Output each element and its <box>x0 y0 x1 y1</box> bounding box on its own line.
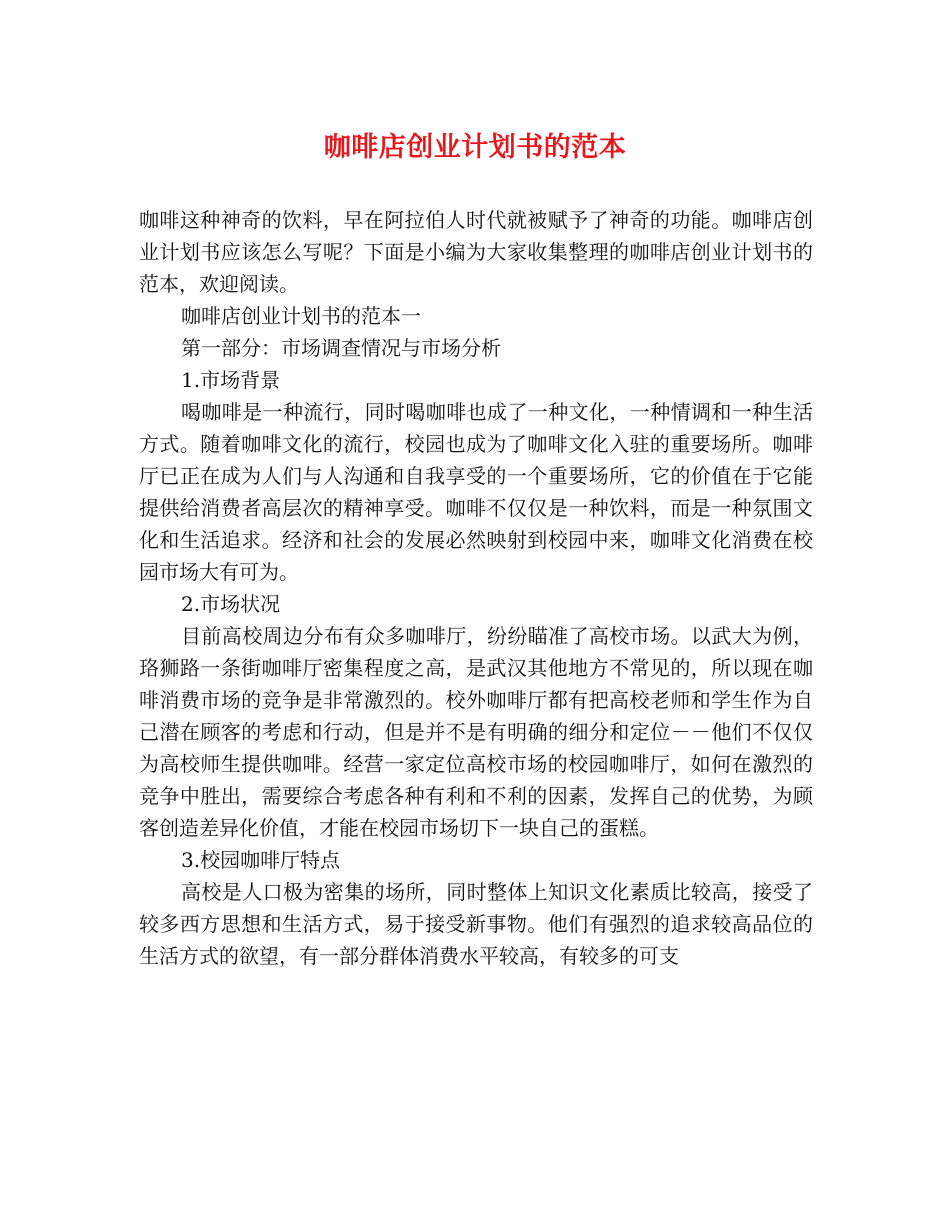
paragraph-heading-campus-cafe: 3.校园咖啡厅特点 <box>181 848 341 872</box>
paragraph-section-heading: 咖啡店创业计划书的范本一 <box>181 304 421 328</box>
document-body <box>139 204 813 972</box>
paragraph-heading-market-background: 1.市场背景 <box>181 368 281 392</box>
paragraph-part-heading: 第一部分：市场调查情况与市场分析 <box>181 336 501 360</box>
paragraph-campus-cafe: 高校是人口极为密集的场所，同时整体上知识文化素质比较高，接受了较多西方思想和生活方式，易于接受新事物。他们有强烈的追求较高品位的生活方式的欲望，有一部分群体消费水平较高，有较多的可支 <box>139 880 813 968</box>
paragraph-market-status: 目前高校周边分布有众多咖啡厅，纷纷瞄准了高校市场。以武大为例，珞狮路一条街咖啡厅密集程度之高，是武汉其他地方不常见的，所以现在咖啡消费市场的竞争是非常激烈的。校外咖啡厅都有把高校老师和学生作为自己潜在顾客的考虑和行动，但是并不是有明确的细分和定位－－他们不仅仅为高校师生提供咖啡。经营一家定位高校市场的校园咖啡厅，如何在激烈的竞争中胜出，需要综合考虑各种有利和不利的因素，发挥自己的优势，为顾客创造差异化价值，才能在校园市场切下一块自己的蛋糕。 <box>139 624 813 840</box>
paragraph-heading-market-status: 2.市场状况 <box>181 592 281 616</box>
paragraph-market-background: 喝咖啡是一种流行，同时喝咖啡也成了一种文化，一种情调和一种生活方式。随着咖啡文化的流行，校园也成为了咖啡文化入驻的重要场所。咖啡厅已正在成为人们与人沟通和自我享受的一个重要场所，它的价值在于它能提供给消费者高层次的精神享受。咖啡不仅仅是一种饮料，而是一种氛围文化和生活追求。经济和社会的发展必然映射到校园中来，咖啡文化消费在校园市场大有可为。 <box>139 400 813 584</box>
document-title: 咖啡店创业计划书的范本 <box>323 132 627 163</box>
paragraph-intro: 咖啡这种神奇的饮料，早在阿拉伯人时代就被赋予了神奇的功能。咖啡店创业计划书应该怎么写呢？下面是小编为大家收集整理的咖啡店创业计划书的范本，欢迎阅读。 <box>139 208 813 296</box>
